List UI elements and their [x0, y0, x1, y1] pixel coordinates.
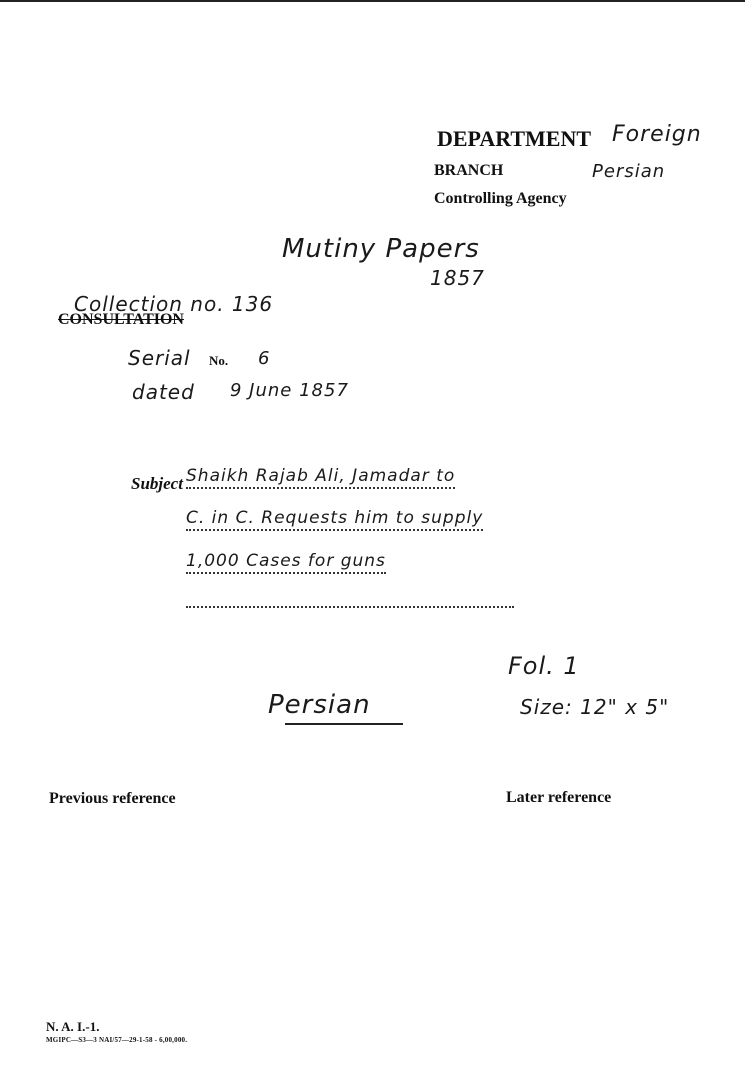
subject-label: Subject [131, 474, 183, 493]
print-line: MGIPC—S3—3 NAI/57—29-1-58 - 6,00,000. [46, 1036, 188, 1044]
serial-label: No. [209, 353, 229, 368]
controlling-agency-label: Controlling Agency [434, 190, 567, 207]
dated-handwritten: dated [132, 380, 195, 404]
subject-line-1-text: Shaikh Rajab Ali, Jamadar to [186, 466, 455, 489]
previous-reference-label: Previous reference [49, 790, 176, 807]
collection-number: Collection no. 136 [74, 292, 274, 316]
language-note: Persian [268, 690, 371, 720]
dated-value: 9 June 1857 [230, 380, 349, 401]
department-label: DEPARTMENT [437, 126, 592, 151]
branch-value: Persian [592, 161, 666, 182]
consultation-label: CONSULTATION [58, 311, 184, 328]
later-reference-label: Later reference [506, 789, 612, 806]
subject-line-1 [186, 466, 455, 486]
branch-label: BRANCH [434, 162, 504, 179]
file-title: Mutiny Papers [282, 234, 480, 264]
form-code: N. A. I.-1. [46, 1019, 100, 1034]
subject-line-3 [186, 551, 386, 571]
folio-size: Size: 12" x 5" [520, 695, 670, 719]
department-value: Foreign [612, 122, 702, 147]
serial-handwritten: Serial [128, 346, 191, 370]
file-year: 1857 [430, 266, 485, 290]
subject-line-4-blank [186, 592, 514, 608]
folio-number: Fol. 1 [508, 652, 580, 680]
serial-value: 6 [258, 348, 271, 369]
subject-line-3-text: 1,000 Cases for guns [186, 551, 386, 574]
subject-line-2 [186, 508, 483, 528]
top-border [0, 0, 745, 2]
language-underline [285, 723, 403, 725]
subject-line-2-text: C. in C. Requests him to supply [186, 508, 483, 531]
